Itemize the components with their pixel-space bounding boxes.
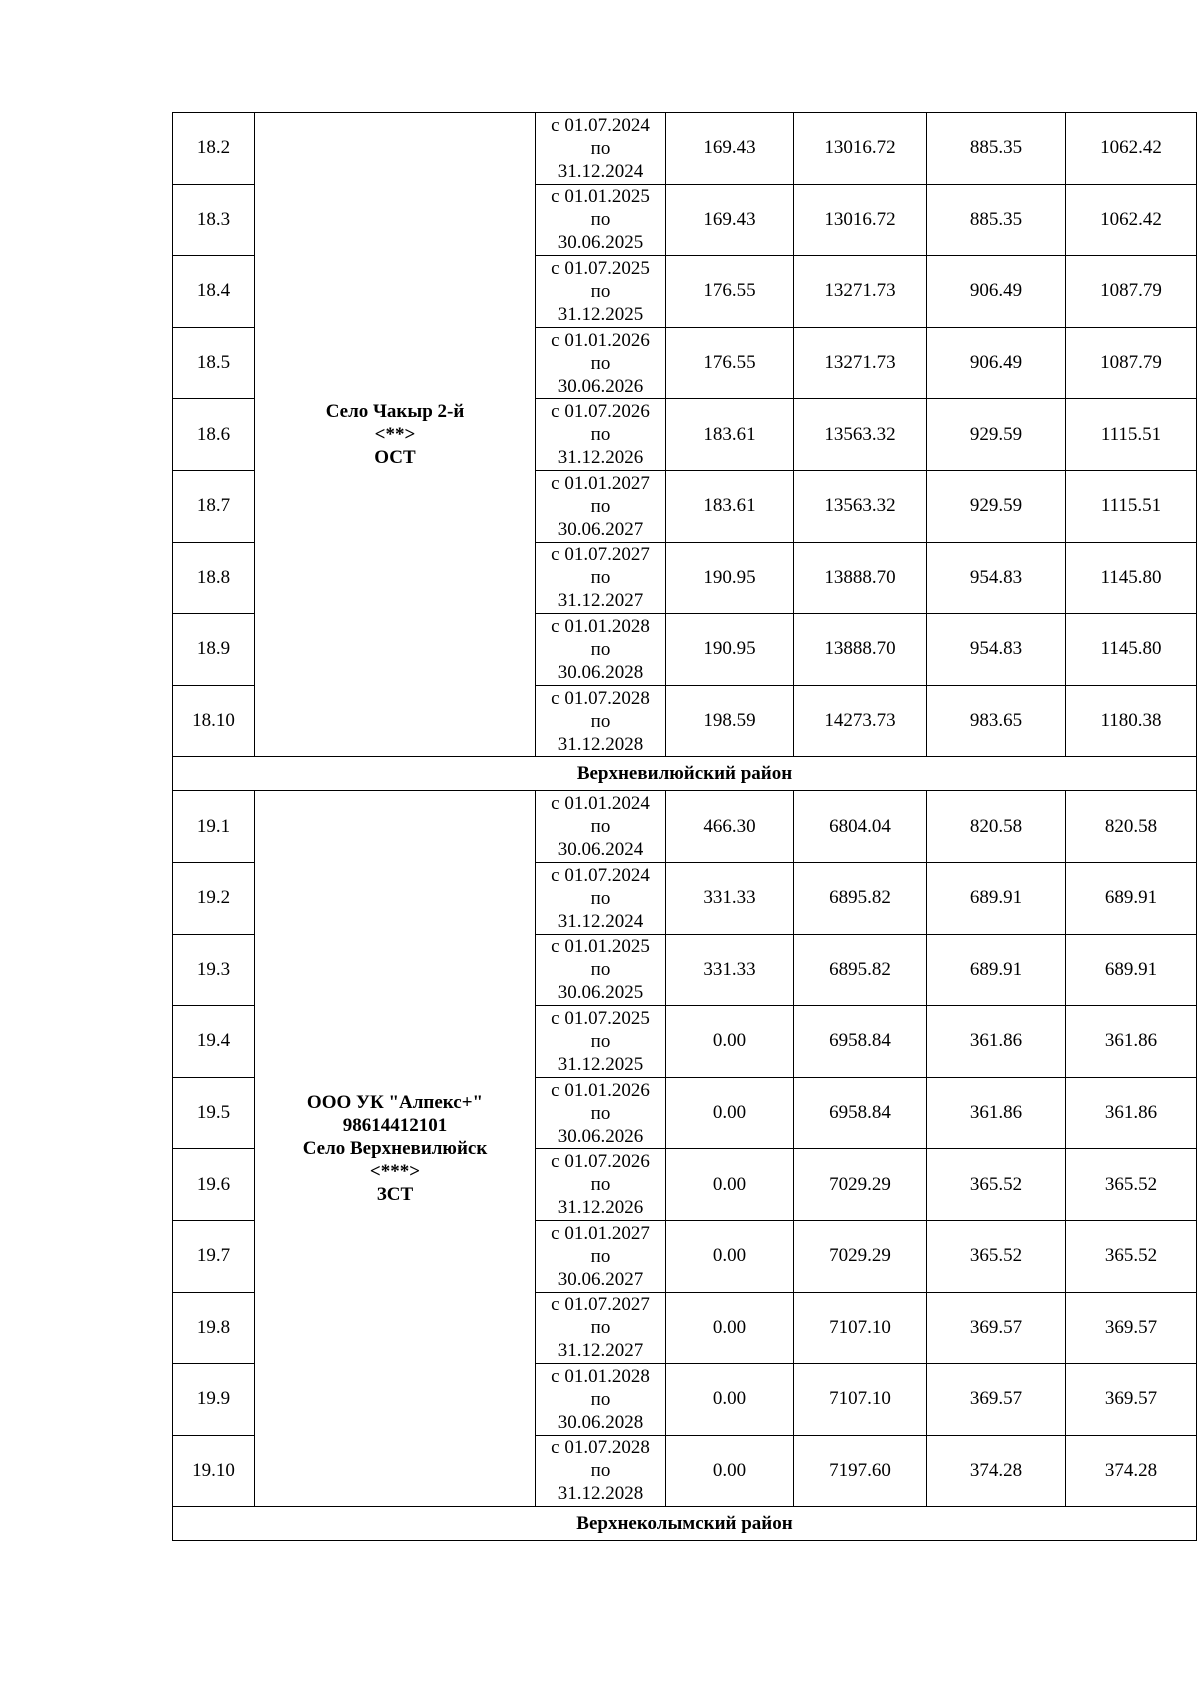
period-line: по bbox=[590, 887, 611, 909]
period-line: 30.06.2028 bbox=[557, 661, 644, 683]
table-row bbox=[173, 791, 1197, 863]
period-line: 31.12.2025 bbox=[557, 303, 644, 325]
row-number: 18.9 bbox=[173, 614, 255, 686]
value-cell-2: 7029.29 bbox=[794, 1220, 927, 1292]
row-number: 19.4 bbox=[173, 1006, 255, 1078]
period-line: 30.06.2026 bbox=[557, 375, 644, 397]
section-title: Верхневилюйский район bbox=[173, 757, 1197, 791]
row-number: 19.9 bbox=[173, 1364, 255, 1436]
organization-line: ОСТ bbox=[374, 447, 416, 469]
value-cell-3: 906.49 bbox=[927, 256, 1066, 328]
value-cell-2: 6958.84 bbox=[794, 1077, 927, 1149]
row-number: 19.5 bbox=[173, 1077, 255, 1149]
value-cell-4: 689.91 bbox=[1066, 862, 1197, 934]
value-cell-4: 365.52 bbox=[1066, 1220, 1197, 1292]
table-row bbox=[173, 113, 1197, 185]
row-number: 19.8 bbox=[173, 1292, 255, 1364]
value-cell-2: 6895.82 bbox=[794, 862, 927, 934]
period-line: с 01.01.2027 bbox=[551, 1222, 650, 1244]
period-line: 31.12.2025 bbox=[557, 1053, 644, 1075]
value-cell-4: 820.58 bbox=[1066, 791, 1197, 863]
period-cell bbox=[536, 1292, 666, 1364]
period-line: 30.06.2026 bbox=[557, 1125, 644, 1147]
value-cell-1: 183.61 bbox=[666, 470, 794, 542]
organization-line: Село Чакыр 2-й bbox=[325, 401, 465, 423]
value-cell-4: 689.91 bbox=[1066, 934, 1197, 1006]
value-cell-1: 190.95 bbox=[666, 542, 794, 614]
value-cell-3: 885.35 bbox=[927, 184, 1066, 256]
organization-cell bbox=[255, 791, 536, 1507]
row-number: 19.6 bbox=[173, 1149, 255, 1221]
value-cell-2: 7197.60 bbox=[794, 1435, 927, 1507]
row-number: 19.10 bbox=[173, 1435, 255, 1507]
value-cell-1: 176.55 bbox=[666, 256, 794, 328]
period-line: по bbox=[590, 1174, 611, 1196]
period-line: 31.12.2028 bbox=[557, 733, 644, 755]
value-cell-4: 1145.80 bbox=[1066, 614, 1197, 686]
period-cell bbox=[536, 542, 666, 614]
period-line: 30.06.2025 bbox=[557, 232, 644, 254]
organization-line: Село Верхневилюйск bbox=[302, 1138, 488, 1160]
period-line: по bbox=[590, 280, 611, 302]
row-number: 18.7 bbox=[173, 470, 255, 542]
period-line: по bbox=[590, 1245, 611, 1267]
value-cell-3: 365.52 bbox=[927, 1220, 1066, 1292]
period-line: с 01.01.2027 bbox=[551, 472, 650, 494]
period-cell bbox=[536, 184, 666, 256]
period-line: с 01.01.2024 bbox=[551, 793, 650, 815]
section-row bbox=[173, 757, 1197, 791]
row-number: 18.3 bbox=[173, 184, 255, 256]
value-cell-3: 689.91 bbox=[927, 934, 1066, 1006]
period-line: по bbox=[590, 1030, 611, 1052]
period-line: с 01.01.2028 bbox=[551, 615, 650, 637]
period-line: 30.06.2028 bbox=[557, 1411, 644, 1433]
row-number: 18.4 bbox=[173, 256, 255, 328]
period-line: по bbox=[590, 495, 611, 517]
row-number: 18.8 bbox=[173, 542, 255, 614]
section-title: Верхнеколымский район bbox=[173, 1507, 1197, 1541]
period-line: по bbox=[590, 638, 611, 660]
period-cell bbox=[536, 399, 666, 471]
period-cell bbox=[536, 1220, 666, 1292]
value-cell-3: 361.86 bbox=[927, 1077, 1066, 1149]
value-cell-1: 0.00 bbox=[666, 1006, 794, 1078]
value-cell-2: 13888.70 bbox=[794, 542, 927, 614]
value-cell-1: 0.00 bbox=[666, 1435, 794, 1507]
value-cell-2: 13888.70 bbox=[794, 614, 927, 686]
value-cell-1: 0.00 bbox=[666, 1077, 794, 1149]
value-cell-2: 13016.72 bbox=[794, 113, 927, 185]
period-line: по bbox=[590, 710, 611, 732]
period-line: с 01.01.2026 bbox=[551, 1079, 650, 1101]
value-cell-1: 190.95 bbox=[666, 614, 794, 686]
period-line: с 01.07.2024 bbox=[551, 114, 650, 136]
row-number: 19.7 bbox=[173, 1220, 255, 1292]
value-cell-1: 0.00 bbox=[666, 1364, 794, 1436]
value-cell-2: 6895.82 bbox=[794, 934, 927, 1006]
period-line: с 01.07.2027 bbox=[551, 544, 650, 566]
value-cell-4: 1115.51 bbox=[1066, 470, 1197, 542]
value-cell-2: 13271.73 bbox=[794, 256, 927, 328]
value-cell-3: 885.35 bbox=[927, 113, 1066, 185]
period-line: 30.06.2025 bbox=[557, 982, 644, 1004]
value-cell-1: 169.43 bbox=[666, 184, 794, 256]
period-line: по bbox=[590, 137, 611, 159]
row-number: 18.6 bbox=[173, 399, 255, 471]
period-cell bbox=[536, 1006, 666, 1078]
period-line: с 01.07.2027 bbox=[551, 1294, 650, 1316]
period-line: с 01.07.2025 bbox=[551, 1007, 650, 1029]
period-cell bbox=[536, 1149, 666, 1221]
value-cell-3: 906.49 bbox=[927, 327, 1066, 399]
period-cell bbox=[536, 614, 666, 686]
value-cell-2: 6804.04 bbox=[794, 791, 927, 863]
period-line: с 01.01.2026 bbox=[551, 329, 650, 351]
value-cell-4: 374.28 bbox=[1066, 1435, 1197, 1507]
period-line: 31.12.2027 bbox=[557, 590, 644, 612]
period-line: 31.12.2024 bbox=[557, 160, 644, 182]
period-cell bbox=[536, 1077, 666, 1149]
value-cell-2: 14273.73 bbox=[794, 685, 927, 757]
period-line: по bbox=[590, 816, 611, 838]
value-cell-4: 1145.80 bbox=[1066, 542, 1197, 614]
value-cell-3: 954.83 bbox=[927, 614, 1066, 686]
period-line: 30.06.2024 bbox=[557, 839, 644, 861]
period-line: 31.12.2027 bbox=[557, 1340, 644, 1362]
value-cell-1: 0.00 bbox=[666, 1220, 794, 1292]
period-line: по bbox=[590, 1102, 611, 1124]
value-cell-3: 983.65 bbox=[927, 685, 1066, 757]
period-cell bbox=[536, 1435, 666, 1507]
period-line: 31.12.2028 bbox=[557, 1483, 644, 1505]
value-cell-4: 1087.79 bbox=[1066, 327, 1197, 399]
period-line: по bbox=[590, 1317, 611, 1339]
value-cell-2: 13271.73 bbox=[794, 327, 927, 399]
row-number: 19.2 bbox=[173, 862, 255, 934]
period-line: по bbox=[590, 352, 611, 374]
period-line: 30.06.2027 bbox=[557, 518, 644, 540]
value-cell-3: 374.28 bbox=[927, 1435, 1066, 1507]
value-cell-4: 361.86 bbox=[1066, 1077, 1197, 1149]
value-cell-3: 369.57 bbox=[927, 1292, 1066, 1364]
value-cell-4: 369.57 bbox=[1066, 1292, 1197, 1364]
value-cell-1: 198.59 bbox=[666, 685, 794, 757]
organization-line: <***> bbox=[369, 1161, 421, 1183]
value-cell-3: 954.83 bbox=[927, 542, 1066, 614]
organization-line: ООО УК "Алпекс+" bbox=[306, 1092, 484, 1114]
period-cell bbox=[536, 256, 666, 328]
period-line: с 01.01.2025 bbox=[551, 186, 650, 208]
tariff-table bbox=[172, 112, 1197, 1541]
period-line: с 01.07.2028 bbox=[551, 687, 650, 709]
section-row bbox=[173, 1507, 1197, 1541]
value-cell-4: 365.52 bbox=[1066, 1149, 1197, 1221]
period-line: с 01.07.2024 bbox=[551, 864, 650, 886]
value-cell-2: 13016.72 bbox=[794, 184, 927, 256]
period-cell bbox=[536, 862, 666, 934]
value-cell-3: 929.59 bbox=[927, 470, 1066, 542]
period-line: с 01.01.2025 bbox=[551, 936, 650, 958]
organization-line: ЗСТ bbox=[376, 1184, 414, 1206]
value-cell-1: 183.61 bbox=[666, 399, 794, 471]
value-cell-2: 7107.10 bbox=[794, 1292, 927, 1364]
period-line: 31.12.2024 bbox=[557, 910, 644, 932]
row-number: 18.2 bbox=[173, 113, 255, 185]
period-cell bbox=[536, 113, 666, 185]
row-number: 19.3 bbox=[173, 934, 255, 1006]
value-cell-1: 331.33 bbox=[666, 934, 794, 1006]
value-cell-3: 820.58 bbox=[927, 791, 1066, 863]
value-cell-1: 0.00 bbox=[666, 1292, 794, 1364]
period-line: по bbox=[590, 567, 611, 589]
value-cell-4: 1062.42 bbox=[1066, 184, 1197, 256]
value-cell-2: 7029.29 bbox=[794, 1149, 927, 1221]
value-cell-3: 361.86 bbox=[927, 1006, 1066, 1078]
row-number: 19.1 bbox=[173, 791, 255, 863]
organization-cell bbox=[255, 113, 536, 757]
value-cell-3: 689.91 bbox=[927, 862, 1066, 934]
value-cell-3: 365.52 bbox=[927, 1149, 1066, 1221]
value-cell-4: 1087.79 bbox=[1066, 256, 1197, 328]
row-number: 18.10 bbox=[173, 685, 255, 757]
period-cell bbox=[536, 1364, 666, 1436]
period-line: по bbox=[590, 424, 611, 446]
value-cell-1: 331.33 bbox=[666, 862, 794, 934]
period-line: 31.12.2026 bbox=[557, 1197, 644, 1219]
organization-line: <**> bbox=[374, 424, 416, 446]
period-line: с 01.07.2026 bbox=[551, 1151, 650, 1173]
value-cell-2: 6958.84 bbox=[794, 1006, 927, 1078]
value-cell-1: 466.30 bbox=[666, 791, 794, 863]
period-line: с 01.07.2025 bbox=[551, 257, 650, 279]
period-line: с 01.01.2028 bbox=[551, 1365, 650, 1387]
value-cell-1: 0.00 bbox=[666, 1149, 794, 1221]
value-cell-1: 169.43 bbox=[666, 113, 794, 185]
period-line: по bbox=[590, 1460, 611, 1482]
value-cell-3: 369.57 bbox=[927, 1364, 1066, 1436]
value-cell-3: 929.59 bbox=[927, 399, 1066, 471]
period-cell bbox=[536, 934, 666, 1006]
value-cell-2: 13563.32 bbox=[794, 399, 927, 471]
value-cell-4: 1062.42 bbox=[1066, 113, 1197, 185]
value-cell-1: 176.55 bbox=[666, 327, 794, 399]
period-line: по bbox=[590, 959, 611, 981]
value-cell-4: 369.57 bbox=[1066, 1364, 1197, 1436]
value-cell-4: 1115.51 bbox=[1066, 399, 1197, 471]
value-cell-4: 361.86 bbox=[1066, 1006, 1197, 1078]
tariff-page bbox=[172, 112, 1196, 1541]
period-cell bbox=[536, 791, 666, 863]
value-cell-4: 1180.38 bbox=[1066, 685, 1197, 757]
organization-line: 98614412101 bbox=[342, 1115, 448, 1137]
row-number: 18.5 bbox=[173, 327, 255, 399]
period-line: по bbox=[590, 1388, 611, 1410]
period-cell bbox=[536, 470, 666, 542]
period-line: 31.12.2026 bbox=[557, 447, 644, 469]
period-line: с 01.07.2026 bbox=[551, 401, 650, 423]
value-cell-2: 13563.32 bbox=[794, 470, 927, 542]
period-cell bbox=[536, 327, 666, 399]
period-line: с 01.07.2028 bbox=[551, 1437, 650, 1459]
period-line: 30.06.2027 bbox=[557, 1268, 644, 1290]
value-cell-2: 7107.10 bbox=[794, 1364, 927, 1436]
period-line: по bbox=[590, 209, 611, 231]
period-cell bbox=[536, 685, 666, 757]
tariff-table-body bbox=[173, 113, 1197, 1541]
